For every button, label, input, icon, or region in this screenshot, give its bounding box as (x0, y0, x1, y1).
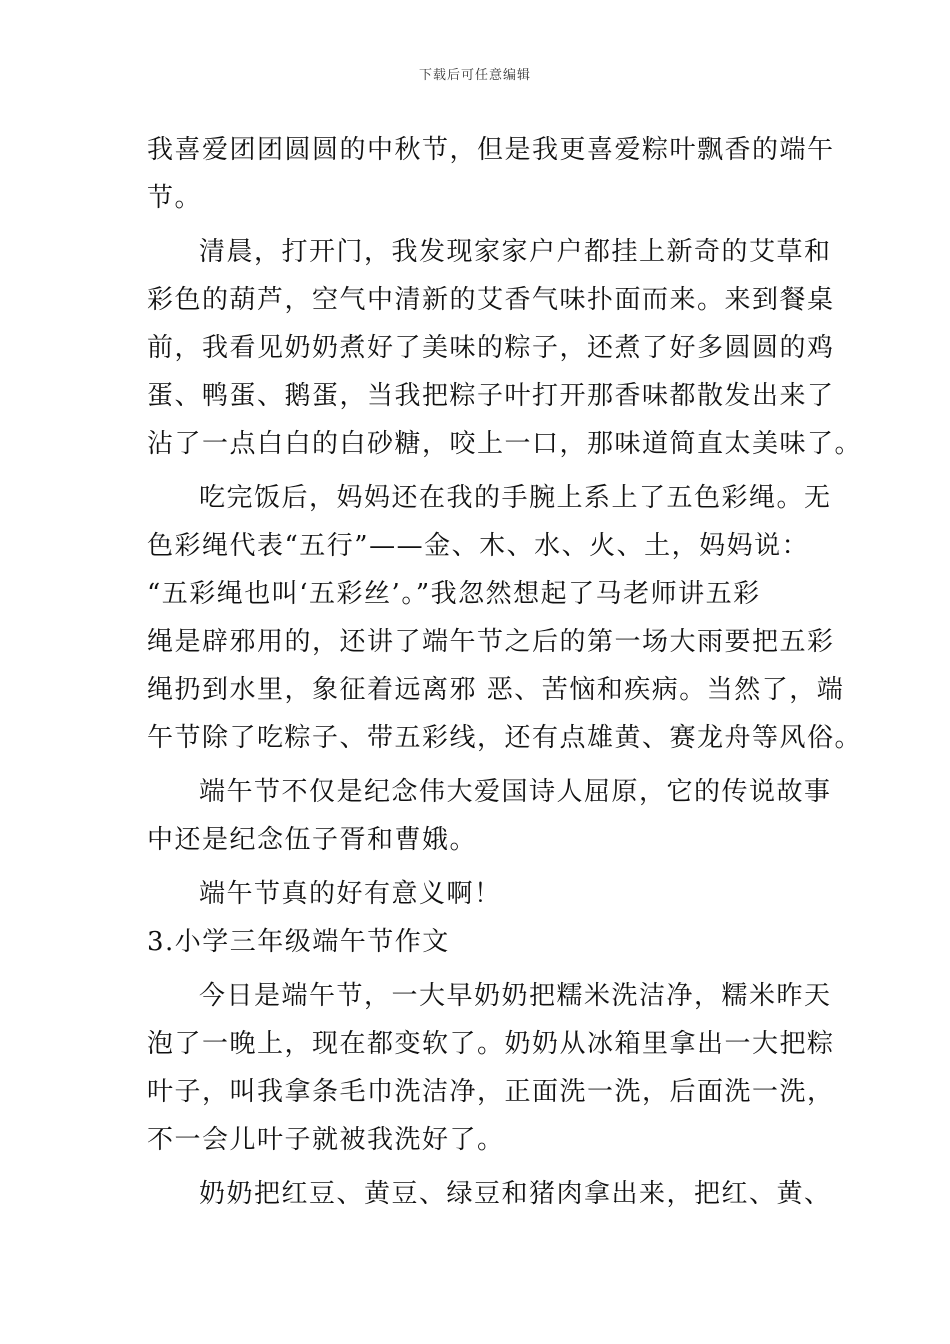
text-line: 奶奶把红豆、黄豆、绿豆和猪肉拿出来，把红、黄、 (199, 1179, 832, 1209)
text-line: 不一会儿叶子就被我洗好了。 (147, 1125, 505, 1155)
text-line: 今日是端午节，一大早奶奶把糯米洗洁净，糯米昨天 (199, 981, 832, 1011)
text-line: 色彩绳代表“五行”——金、木、水、火、土，妈妈说： (147, 531, 810, 561)
section-heading: 3.小学三年级端午节作文 (147, 927, 450, 957)
text-line: 绳扔到水里，象征着远离邪 恶、苦恼和疾病。当然了，端 (147, 675, 845, 705)
text-line: 沾了一点白白的白砂糖，咬上一口，那味道简直太美味了。 (147, 429, 863, 459)
text-line: 端午节真的好有意义啊！ (199, 879, 502, 909)
text-line: 中还是纪念伍子胥和曹娥。 (147, 825, 478, 855)
text-line: 前，我看见奶奶煮好了美味的粽子，还煮了好多圆圆的鸡 (147, 333, 835, 363)
text-line: 泡了一晚上，现在都变软了。奶奶从冰箱里拿出一大把粽 (147, 1029, 835, 1059)
text-line: 端午节不仅是纪念伟大爱国诗人屈原，它的传说故事 (199, 777, 832, 807)
text-line: 午节除了吃粽子、带五彩线，还有点雄黄、赛龙舟等风俗。 (147, 723, 863, 753)
text-line: 蛋、鸭蛋、鹅蛋，当我把粽子叶打开那香味都散发出来了 (147, 381, 835, 411)
text-line: 绳是辟邪用的，还讲了端午节之后的第一场大雨要把五彩 (147, 627, 835, 657)
text-line: 清晨，打开门，我发现家家户户都挂上新奇的艾草和 (199, 237, 832, 267)
text-line: 节。 (147, 183, 203, 213)
text-line: 我喜爱团团圆圆的中秋节，但是我更喜爱粽叶飘香的端午 (147, 135, 835, 165)
text-line: 彩色的葫芦，空气中清新的艾香气味扑面而来。来到餐桌 (147, 285, 835, 315)
text-line: 叶子，叫我拿条毛巾洗洁净，正面洗一洗，后面洗一洗， (147, 1077, 835, 1107)
page-header: 下载后可任意编辑 (418, 68, 531, 83)
document-body (147, 126, 863, 1218)
text-line: 吃完饭后，妈妈还在我的手腕上系上了五色彩绳。无 (199, 483, 832, 513)
text-line: “五彩绳也叫‘五彩丝’。”我忽然想起了马老师讲五彩 (147, 579, 761, 609)
